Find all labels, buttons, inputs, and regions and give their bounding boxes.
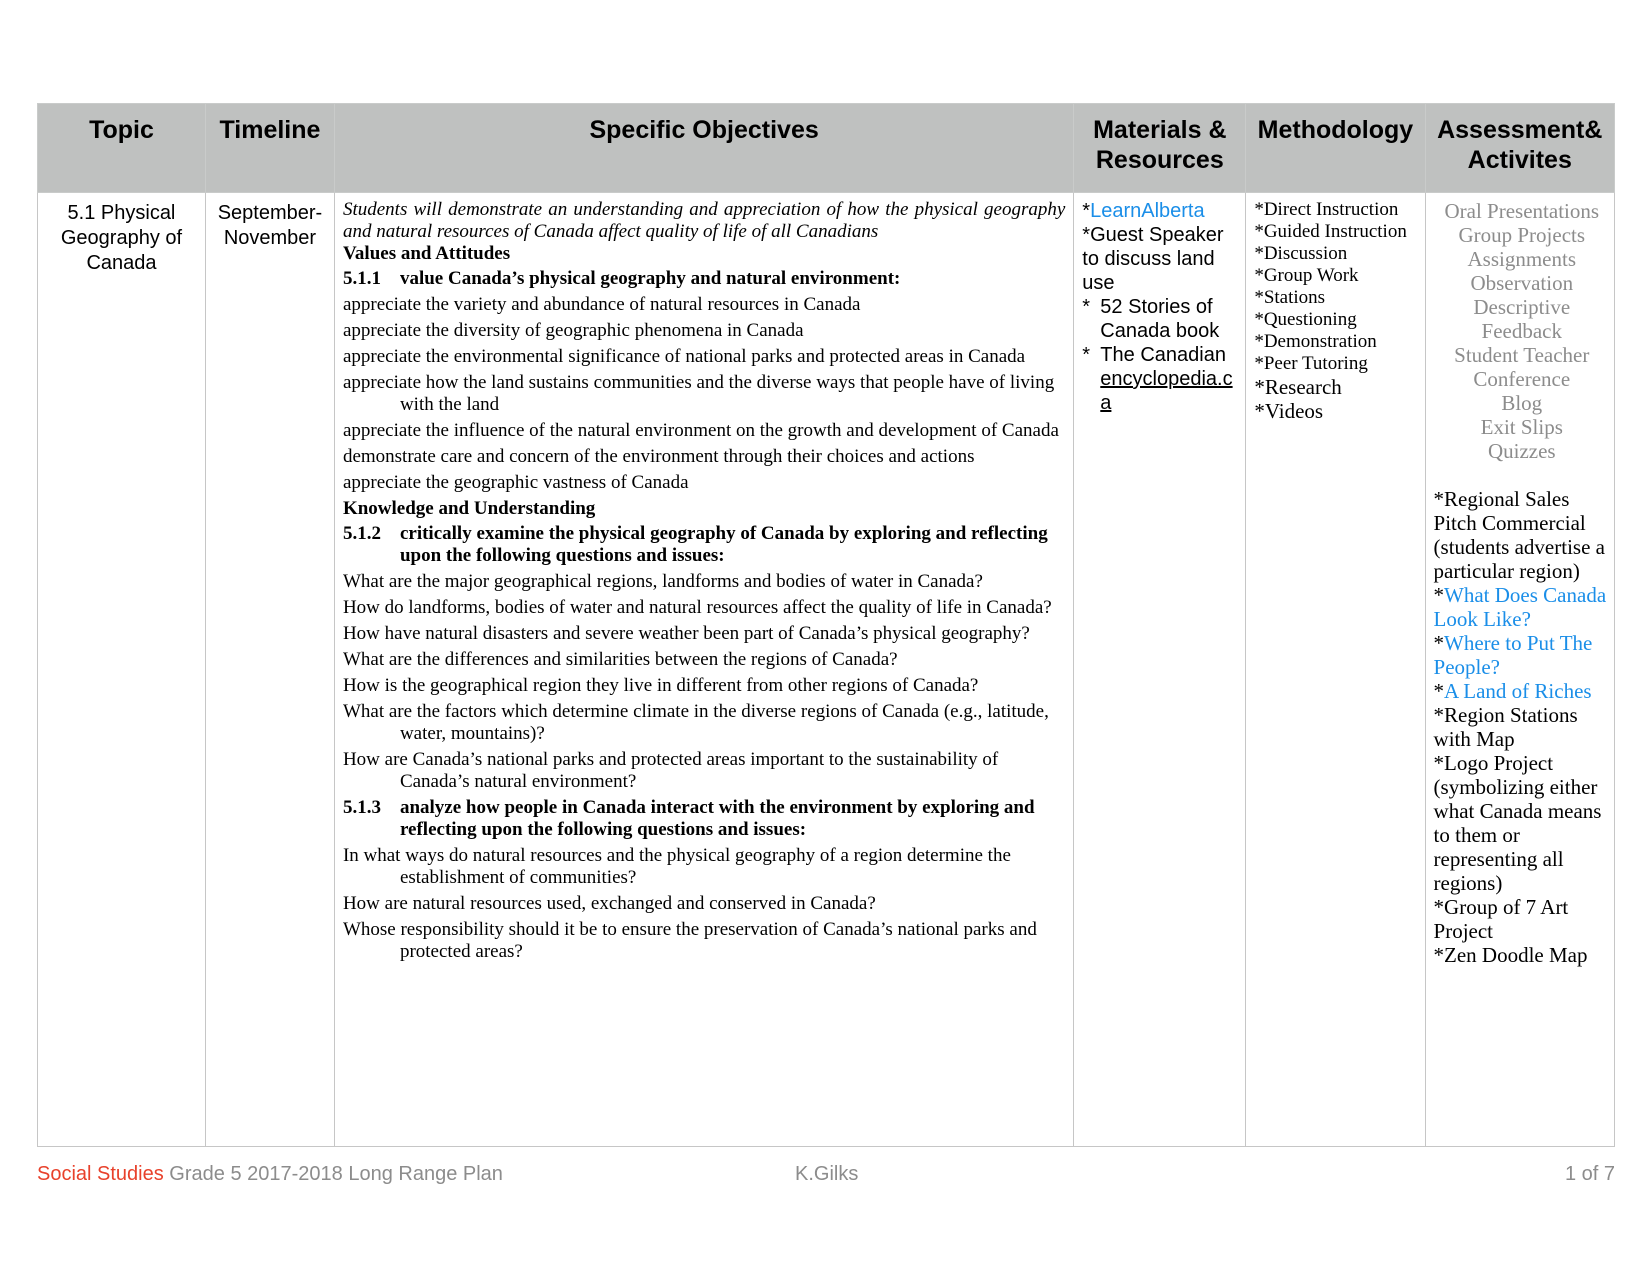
question-item: What are the differences and similarities between the regions of Canada?: [342, 649, 898, 670]
methodology-item: *Guided Instruction: [1254, 221, 1407, 242]
activity-item: *Zen Doodle Map: [1433, 943, 1588, 967]
question-item: In what ways do natural resources and the physical geography of a region determine the establishment of communities?: [342, 845, 1011, 888]
questions-513-list: [343, 845, 1065, 963]
material-encyclopedia: * The Canadian encyclopedia.ca: [1082, 344, 1233, 414]
material-stories: * 52 Stories of Canada book: [1082, 296, 1220, 342]
what-does-canada-look-like-link[interactable]: What Does Canada Look Like?: [1433, 583, 1607, 631]
methodology-list-large: [1254, 375, 1420, 423]
col-header-objectives: Specific Objectives: [334, 104, 1073, 193]
objective-number: 5.1.2: [342, 523, 381, 544]
activity-item: *Logo Project (symbolizing either what Canada means to them or representing all regions): [1433, 751, 1602, 895]
assessment-item: Observation: [1470, 271, 1574, 295]
objective-number: 5.1.3: [342, 797, 381, 818]
topic-line: Canada: [86, 252, 157, 274]
values-item: demonstrate care and concern of the environment through their choices and actions: [342, 446, 975, 467]
material-guest-speaker: *Guest Speaker to discuss land use: [1082, 224, 1224, 294]
footer-title: [37, 1163, 503, 1186]
objective-512: [343, 523, 1065, 567]
methodology-item: *Group Work: [1254, 265, 1359, 286]
activity-link-item: *A Land of Riches: [1433, 679, 1592, 703]
learnalberta-link[interactable]: LearnAlberta: [1090, 200, 1205, 222]
values-list: [343, 294, 1065, 494]
values-item: appreciate the environmental significance of national parks and protected areas in Canada: [342, 346, 1026, 367]
activity-link-item: *Where to Put The People?: [1433, 631, 1593, 679]
col-header-materials: Materials & Resources: [1074, 104, 1246, 193]
objective-513: [343, 797, 1065, 841]
assessment-item: Descriptive Feedback: [1473, 295, 1571, 343]
values-item: appreciate the geographic vastness of Canada: [342, 472, 689, 493]
question-item: How have natural disasters and severe weather been part of Canada’s physical geography?: [342, 623, 1030, 644]
table-row: [38, 193, 1615, 1147]
assessment-item: Blog: [1501, 391, 1543, 415]
assessment-item: Assignments: [1467, 247, 1577, 271]
assessment-item: Group Projects: [1458, 223, 1586, 247]
assessment-item: Exit Slips: [1480, 415, 1563, 439]
question-item: How do landforms, bodies of water and natural resources affect the quality of life in Canada?: [342, 597, 1052, 618]
values-item: appreciate how the land sustains communities and the diverse ways that people have of living with the land: [342, 372, 1055, 415]
methodology-item: *Demonstration: [1254, 331, 1377, 352]
methodology-list: [1254, 199, 1420, 375]
question-item: Whose responsibility should it be to ensure the preservation of Canada’s national parks and protected areas?: [342, 919, 1037, 962]
footer-author: K.Gilks: [795, 1163, 859, 1185]
assessment-list: [1434, 199, 1610, 463]
col-header-topic: Topic: [38, 104, 206, 193]
methodology-item: *Questioning: [1254, 309, 1357, 330]
footer-subject: Social Studies: [37, 1163, 164, 1185]
values-item: appreciate the diversity of geographic phenomena in Canada: [342, 320, 804, 341]
col-header-assessment: Assessment& Activites: [1425, 104, 1614, 193]
question-item: How is the geographical region they live in different from other regions of Canada?: [342, 675, 979, 696]
where-to-put-the-people-link[interactable]: Where to Put The People?: [1433, 631, 1593, 679]
question-item: How are natural resources used, exchanged and conserved in Canada?: [342, 893, 876, 914]
col-header-methodology: Methodology: [1246, 104, 1425, 193]
col-header-timeline: Timeline: [205, 104, 334, 193]
objectives-intro: Students will demonstrate an understanding and appreciation of how the physical geography and natural resources of Canada affect quality of life of all Canadians: [342, 199, 1066, 242]
assessment-item: Oral Presentations: [1444, 199, 1600, 223]
timeline-cell: [205, 193, 334, 1147]
topic-cell: [38, 193, 206, 1147]
activity-item: *Group of 7 Art Project: [1433, 895, 1569, 943]
objective-text: analyze how people in Canada interact with the environment by exploring and reflecting upon the following questions and issues:: [399, 797, 1035, 840]
timeline-line: September-: [217, 202, 323, 224]
assessment-item: Quizzes: [1487, 439, 1556, 463]
values-item: appreciate the variety and abundance of natural resources in Canada: [342, 294, 861, 315]
knowledge-heading: Knowledge and Understanding: [342, 498, 596, 519]
methodology-item: *Stations: [1254, 287, 1326, 308]
values-heading: Values and Attitudes: [342, 243, 511, 264]
methodology-item: *Discussion: [1254, 243, 1348, 264]
assessment-cell: [1425, 193, 1614, 1147]
activity-link-item: *What Does Canada Look Like?: [1433, 583, 1607, 631]
material-learnalberta: *LearnAlberta: [1082, 200, 1205, 222]
table-header-row: [38, 104, 1615, 193]
objective-number: 5.1.1: [342, 268, 381, 289]
topic-line: Geography of: [60, 227, 183, 249]
timeline-line: November: [223, 227, 317, 249]
methodology-item: *Peer Tutoring: [1254, 353, 1368, 374]
assessment-item: Student Teacher Conference: [1454, 343, 1590, 391]
objectives-cell: [334, 193, 1073, 1147]
materials-cell: [1074, 193, 1246, 1147]
objective-text: critically examine the physical geography of Canada by exploring and reflecting upon the following questions and issues:: [399, 523, 1048, 566]
footer-page-number: 1 of 7: [1564, 1163, 1615, 1185]
methodology-item: *Research: [1254, 375, 1342, 399]
values-item: appreciate the influence of the natural environment on the growth and development of Canada: [342, 420, 1059, 441]
topic-line: 5.1 Physical: [67, 202, 176, 224]
objective-text: value Canada’s physical geography and natural environment:: [399, 268, 901, 289]
questions-512-list: [343, 571, 1065, 793]
methodology-item: *Direct Instruction: [1254, 199, 1399, 220]
question-item: What are the major geographical regions, landforms and bodies of water in Canada?: [342, 571, 983, 592]
footer-plan: Grade 5 2017-2018 Long Range Plan: [163, 1163, 503, 1185]
question-item: What are the factors which determine climate in the diverse regions of Canada (e.g., latitude, water, mountains)?: [342, 701, 1049, 744]
activity-item: *Region Stations with Map: [1433, 703, 1578, 751]
encyclopedia-link[interactable]: encyclopedia.ca: [1100, 368, 1233, 414]
objective-511: [343, 268, 1065, 290]
methodology-item: *Videos: [1254, 399, 1324, 423]
question-item: How are Canada’s national parks and protected areas important to the sustainability of Canada’s natural environment?: [342, 749, 999, 792]
a-land-of-riches-link[interactable]: A Land of Riches: [1444, 679, 1592, 703]
methodology-cell: [1246, 193, 1425, 1147]
activity-list: [1434, 703, 1610, 967]
long-range-plan-table: [37, 103, 1615, 1147]
activity-regional: *Regional Sales Pitch Commercial (students advertise a particular region): [1433, 487, 1605, 583]
